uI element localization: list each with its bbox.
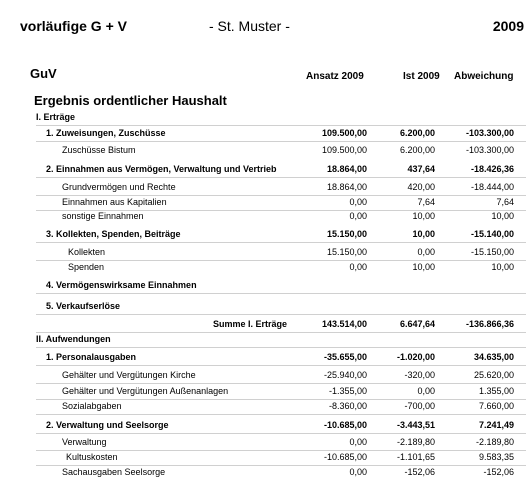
row-label: 4. Vermögenswirksame Einnahmen — [46, 280, 197, 290]
abweichung-value: -15.150,00 — [470, 247, 514, 257]
row-label: 3. Kollekten, Spenden, Beiträge — [46, 229, 181, 239]
abweichung-value: -15.140,00 — [470, 229, 514, 239]
ansatz-value: -8.360,00 — [328, 401, 367, 411]
abweichung-value: 9.583,35 — [478, 452, 514, 462]
ansatz-value: -10.685,00 — [323, 452, 367, 462]
section-title: Ergebnis ordentlicher Haushalt — [34, 93, 227, 108]
ansatz-value: 18.864,00 — [326, 182, 367, 192]
ist-value: 420,00 — [407, 182, 435, 192]
column-header-ist: Ist 2009 — [403, 71, 440, 82]
ist-value: -1.101,65 — [396, 452, 435, 462]
abweichung-value: 7.660,00 — [478, 401, 514, 411]
ist-value: 10,00 — [412, 262, 435, 272]
row-label: Gehälter und Vergütungen Kirche — [62, 370, 196, 380]
row-divider — [36, 195, 526, 196]
row-label: 2. Verwaltung und Seelsorge — [46, 420, 169, 430]
report-title: vorläufige G + V — [20, 18, 127, 34]
row-divider — [36, 125, 526, 126]
row-label: 2. Einnahmen aus Vermögen, Verwaltung und Vertrieb — [46, 164, 277, 174]
ansatz-value: 0,00 — [349, 211, 367, 221]
row-label: Verwaltung — [62, 437, 107, 447]
row-label: 5. Verkaufserlöse — [46, 301, 121, 311]
row-divider — [36, 433, 526, 434]
row-label: Einnahmen aus Kapitalien — [62, 197, 167, 207]
ansatz-value: 109.500,00 — [321, 145, 367, 155]
ist-value: -320,00 — [404, 370, 435, 380]
ist-value: -2.189,80 — [396, 437, 435, 447]
row-label: I. Erträge — [36, 112, 76, 122]
row-divider — [36, 450, 526, 451]
row-divider — [36, 414, 526, 415]
abweichung-value: 10,00 — [491, 211, 514, 221]
row-label: Grundvermögen und Rechte — [62, 182, 176, 192]
ist-value: -1.020,00 — [396, 352, 435, 362]
ansatz-value: -10.685,00 — [323, 420, 367, 430]
ansatz-value: -1.355,00 — [328, 386, 367, 396]
ansatz-value: 0,00 — [349, 467, 367, 477]
abweichung-value: 25.620,00 — [473, 370, 514, 380]
table-row — [0, 262, 530, 278]
ansatz-value: 15.150,00 — [326, 247, 367, 257]
ansatz-value: 15.150,00 — [326, 229, 367, 239]
table-row — [0, 145, 530, 161]
ist-value: 10,00 — [412, 211, 435, 221]
organization-name: - St. Muster - — [209, 18, 290, 34]
row-label: Zuschüsse Bistum — [62, 145, 136, 155]
ansatz-value: 143.514,00 — [321, 319, 367, 329]
row-divider — [36, 399, 526, 400]
row-label: Kultuskosten — [66, 452, 118, 462]
abweichung-value: 7.241,49 — [478, 420, 514, 430]
abweichung-value: 1.355,00 — [478, 386, 514, 396]
abweichung-value: -2.189,80 — [475, 437, 514, 447]
abweichung-value: -18.426,36 — [470, 164, 514, 174]
ist-value: 6.200,00 — [399, 128, 435, 138]
abweichung-value: 34.635,00 — [473, 352, 514, 362]
ansatz-value: 0,00 — [349, 437, 367, 447]
row-label: Sachausgaben Seelsorge — [62, 467, 166, 477]
abweichung-value: -136.866,36 — [465, 319, 514, 329]
column-header-ansatz: Ansatz 2009 — [306, 71, 364, 82]
ist-value: 6.200,00 — [399, 145, 435, 155]
row-divider — [36, 332, 526, 333]
row-divider — [36, 177, 526, 178]
row-divider — [36, 314, 526, 315]
row-label: II. Aufwendungen — [36, 334, 111, 344]
ist-value: 437,64 — [407, 164, 435, 174]
column-header-abweichung: Abweichung — [454, 71, 514, 82]
ansatz-value: 0,00 — [349, 197, 367, 207]
row-divider — [36, 293, 526, 294]
ist-value: 6.647,64 — [399, 319, 435, 329]
row-label: Spenden — [68, 262, 105, 272]
ist-value: 10,00 — [412, 229, 435, 239]
row-label: Summe I. Erträge — [213, 319, 288, 329]
row-label: Gehälter und Vergütungen Außenanlagen — [62, 386, 229, 396]
row-divider — [36, 347, 526, 348]
ansatz-value: -35.655,00 — [323, 352, 367, 362]
abweichung-value: -18.444,00 — [470, 182, 514, 192]
abweichung-value: 7,64 — [496, 197, 514, 207]
ansatz-value: 18.864,00 — [326, 164, 367, 174]
row-label: 1. Zuweisungen, Zuschüsse — [46, 128, 166, 138]
ist-value: -700,00 — [404, 401, 435, 411]
table-row — [0, 211, 530, 227]
abweichung-value: -152,06 — [483, 467, 514, 477]
ansatz-value: 109.500,00 — [321, 128, 367, 138]
ist-value: -3.443,51 — [396, 420, 435, 430]
ist-value: 0,00 — [417, 386, 435, 396]
abweichung-value: 10,00 — [491, 262, 514, 272]
row-label: Kollekten — [68, 247, 106, 257]
ansatz-value: 0,00 — [349, 262, 367, 272]
row-label: sonstige Einnahmen — [62, 211, 144, 221]
abweichung-value: -103.300,00 — [465, 145, 514, 155]
row-divider — [36, 383, 526, 384]
row-divider — [36, 242, 526, 243]
row-divider — [36, 260, 526, 261]
row-divider — [36, 465, 526, 466]
ansatz-value: -25.940,00 — [323, 370, 367, 380]
row-label: 1. Personalausgaben — [46, 352, 137, 362]
guv-label: GuV — [30, 66, 57, 81]
ist-value: 7,64 — [417, 197, 435, 207]
report-year: 2009 — [492, 18, 524, 34]
row-divider — [36, 365, 526, 366]
table-row — [0, 467, 530, 483]
ist-value: -152,06 — [404, 467, 435, 477]
ist-value: 0,00 — [417, 247, 435, 257]
abweichung-value: -103.300,00 — [465, 128, 514, 138]
row-label: Sozialabgaben — [62, 401, 122, 411]
row-divider — [36, 141, 526, 142]
